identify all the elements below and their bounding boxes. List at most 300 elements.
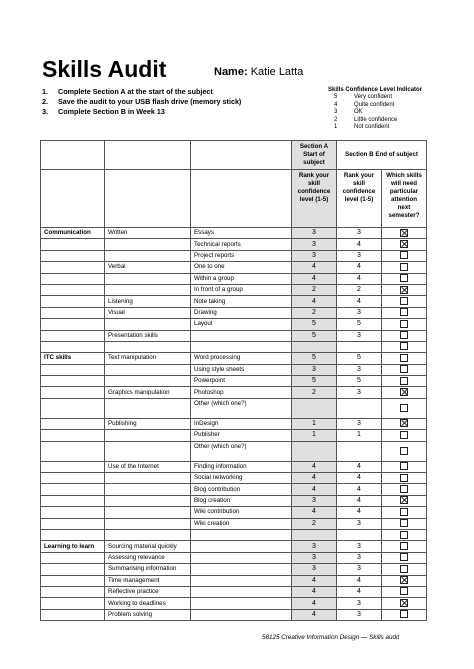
section-b-rank-cell: 3: [337, 518, 382, 529]
section-a-rank-cell: 5: [292, 353, 337, 364]
section-a-rank-cell: 1: [292, 418, 337, 429]
attention-cell: [382, 341, 427, 352]
checked-checkbox[interactable]: [400, 419, 408, 427]
empty-checkbox[interactable]: [400, 531, 408, 539]
name-value: Katie Latta: [250, 66, 304, 78]
section-b-rank-cell: 5: [337, 319, 382, 330]
section-a-rank-cell: 5: [292, 330, 337, 341]
attention-cell: [382, 518, 427, 529]
attention-cell: [382, 364, 427, 375]
header-empty-cell: [41, 141, 105, 170]
skill-cell: Blog contribution: [191, 484, 292, 495]
instruction-text: Save the audit to your USB flash drive (memory stick): [58, 97, 242, 106]
attention-cell: [382, 398, 427, 418]
section-b-rank-cell: 4: [337, 296, 382, 307]
checked-checkbox[interactable]: [400, 599, 408, 607]
skill-cell: InDesign: [191, 418, 292, 429]
rank-b-header: Rank your skill confidence level (1-5): [337, 170, 382, 228]
subcategory-cell: [105, 507, 191, 518]
skill-cell: [191, 341, 292, 352]
table-row: [41, 376, 427, 387]
section-a-rank-cell: 4: [292, 296, 337, 307]
empty-checkbox[interactable]: [400, 365, 408, 373]
header-empty-cell: [191, 141, 292, 170]
checked-checkbox[interactable]: [400, 229, 408, 237]
attention-cell: [382, 284, 427, 295]
section-a-rank-cell: 3: [292, 541, 337, 552]
header-empty-cell: [191, 170, 292, 228]
section-a-rank-cell: 2: [292, 307, 337, 318]
skill-cell: Note taking: [191, 296, 292, 307]
skills-audit-table: [40, 140, 427, 621]
empty-checkbox[interactable]: [400, 447, 408, 455]
table-row: [41, 341, 427, 352]
section-a-rank-cell: 4: [292, 507, 337, 518]
skill-cell: Other (which one?): [191, 441, 292, 461]
skill-cell: Finding information: [191, 461, 292, 472]
attention-cell: [382, 307, 427, 318]
empty-checkbox[interactable]: [400, 404, 408, 412]
instruction-item: [42, 97, 312, 107]
confidence-legend: [328, 86, 422, 132]
category-cell: [41, 529, 105, 540]
attention-cell: [382, 273, 427, 284]
table-row: [41, 609, 427, 620]
category-cell: [41, 473, 105, 484]
table-row: [41, 239, 427, 250]
rank-a-header: Rank your skill confidence level (1-5): [292, 170, 337, 228]
skill-cell: In front of a group: [191, 284, 292, 295]
attention-cell: [382, 441, 427, 461]
section-b-rank-cell: [337, 341, 382, 352]
checked-checkbox[interactable]: [400, 576, 408, 584]
attention-cell: [382, 262, 427, 273]
empty-checkbox[interactable]: [400, 587, 408, 595]
subcategory-cell: [105, 495, 191, 506]
subcategory-cell: [105, 284, 191, 295]
category-cell: [41, 495, 105, 506]
table-row: [41, 507, 427, 518]
skill-cell: [191, 541, 292, 552]
table-row: [41, 307, 427, 318]
empty-checkbox[interactable]: [400, 274, 408, 282]
instruction-number: 1.: [42, 87, 48, 96]
section-b-rank-cell: 3: [337, 418, 382, 429]
empty-checkbox[interactable]: [400, 308, 408, 316]
category-cell: [41, 330, 105, 341]
subcategory-cell: Text manipulation: [105, 353, 191, 364]
legend-label: Little confidence: [354, 116, 398, 123]
subcategory-cell: [105, 364, 191, 375]
skill-cell: Photoshop: [191, 387, 292, 398]
section-b-rank-cell: 3: [337, 228, 382, 239]
empty-checkbox[interactable]: [400, 342, 408, 350]
attention-cell: [382, 461, 427, 472]
category-cell: [41, 575, 105, 586]
section-a-rank-cell: 3: [292, 552, 337, 563]
table-row: [41, 575, 427, 586]
subcategory-cell: Verbal: [105, 262, 191, 273]
empty-checkbox[interactable]: [400, 297, 408, 305]
legend-label: Quite confident: [354, 101, 395, 108]
category-cell: [41, 518, 105, 529]
subcategory-cell: Time management: [105, 575, 191, 586]
subcategory-cell: Assessing relevance: [105, 552, 191, 563]
category-cell: [41, 307, 105, 318]
attention-cell: [382, 586, 427, 597]
subcategory-cell: [105, 398, 191, 418]
section-b-rank-cell: [337, 441, 382, 461]
attention-cell: [382, 495, 427, 506]
table-row: [41, 296, 427, 307]
attention-cell: [382, 353, 427, 364]
table-row: [41, 541, 427, 552]
section-b-rank-cell: 4: [337, 262, 382, 273]
legend-row: [328, 124, 422, 132]
subcategory-cell: Publishing: [105, 418, 191, 429]
attention-cell: [382, 609, 427, 620]
category-cell: [41, 484, 105, 495]
instructions-list: [42, 87, 312, 117]
table-row: [41, 398, 427, 418]
category-cell: ITC skills: [41, 353, 105, 364]
category-cell: [41, 296, 105, 307]
header-empty-cell: [105, 170, 191, 228]
subcategory-cell: [105, 341, 191, 352]
attention-cell: [382, 598, 427, 609]
attention-cell: [382, 564, 427, 575]
table-row: [41, 529, 427, 540]
subcategory-cell: [105, 430, 191, 441]
skill-cell: One to one: [191, 262, 292, 273]
section-a-rank-cell: 5: [292, 319, 337, 330]
subcategory-cell: Working to deadlines: [105, 598, 191, 609]
section-b-rank-cell: 4: [337, 473, 382, 484]
section-a-rank-cell: 2: [292, 284, 337, 295]
legend-row: [328, 102, 422, 110]
section-a-rank-cell: 4: [292, 273, 337, 284]
table-row: [41, 418, 427, 429]
section-b-rank-cell: 4: [337, 461, 382, 472]
subcategory-cell: Written: [105, 228, 191, 239]
category-cell: [41, 273, 105, 284]
table-row: [41, 552, 427, 563]
section-a-rank-cell: 3: [292, 364, 337, 375]
skill-cell: [191, 330, 292, 341]
legend-label: OK: [354, 109, 363, 115]
section-b-header: Section B End of subject: [337, 141, 427, 170]
category-cell: Learning to learn: [41, 541, 105, 552]
section-a-rank-cell: 2: [292, 518, 337, 529]
name-label: Name:: [214, 66, 248, 78]
category-cell: [41, 586, 105, 597]
section-b-rank-cell: 3: [337, 609, 382, 620]
subcategory-cell: Problem solving: [105, 609, 191, 620]
empty-checkbox[interactable]: [400, 462, 408, 470]
category-cell: [41, 552, 105, 563]
section-a-rank-cell: [292, 529, 337, 540]
empty-checkbox[interactable]: [400, 431, 408, 439]
legend-value: 3: [334, 109, 338, 115]
section-a-rank-cell: 4: [292, 598, 337, 609]
table-row: [41, 330, 427, 341]
table-row: [41, 228, 427, 239]
category-cell: [41, 376, 105, 387]
empty-checkbox[interactable]: [400, 553, 408, 561]
empty-checkbox[interactable]: [400, 485, 408, 493]
legend-title: Skills Confidence Level Indicator: [328, 87, 423, 93]
table-row: [41, 284, 427, 295]
section-a-rank-cell: 4: [292, 484, 337, 495]
header-empty-cell: [105, 141, 191, 170]
category-cell: [41, 250, 105, 261]
instruction-text: Complete Section A at the start of the subject: [58, 87, 213, 96]
skill-cell: Drawing: [191, 307, 292, 318]
table-row: [41, 353, 427, 364]
section-a-rank-cell: 3: [292, 495, 337, 506]
section-a-rank-cell: 1: [292, 430, 337, 441]
skill-cell: Powerpoint: [191, 376, 292, 387]
instruction-item: [42, 107, 312, 117]
section-a-rank-cell: [292, 441, 337, 461]
empty-checkbox[interactable]: [400, 508, 408, 516]
attention-cell: [382, 296, 427, 307]
table-row: [41, 518, 427, 529]
section-b-rank-cell: 4: [337, 484, 382, 495]
legend-value: 2: [334, 116, 338, 123]
category-cell: [41, 262, 105, 273]
table-row: [41, 364, 427, 375]
category-cell: [41, 398, 105, 418]
section-a-rank-cell: 3: [292, 250, 337, 261]
table-row: [41, 441, 427, 461]
skill-cell: Technical reports: [191, 239, 292, 250]
section-b-rank-cell: [337, 529, 382, 540]
category-cell: Communication: [41, 228, 105, 239]
legend-row: [328, 117, 422, 125]
subcategory-cell: [105, 529, 191, 540]
skill-cell: Wiki contribution: [191, 507, 292, 518]
skill-cell: Publisher: [191, 430, 292, 441]
skill-cell: [191, 586, 292, 597]
section-a-rank-cell: 3: [292, 564, 337, 575]
table-row: [41, 273, 427, 284]
empty-checkbox[interactable]: [400, 377, 408, 385]
section-a-rank-cell: 4: [292, 473, 337, 484]
table-row: [41, 484, 427, 495]
attention-cell: [382, 250, 427, 261]
skill-cell: Wiki creation: [191, 518, 292, 529]
table-header-row: [41, 141, 427, 170]
checked-checkbox[interactable]: [400, 388, 408, 396]
table-subheader-row: [41, 170, 427, 228]
empty-checkbox[interactable]: [400, 354, 408, 362]
section-a-header: Section A Start of subject: [292, 141, 337, 170]
section-b-rank-cell: 3: [337, 307, 382, 318]
category-cell: [41, 418, 105, 429]
empty-checkbox[interactable]: [400, 565, 408, 573]
section-b-rank-cell: 3: [337, 364, 382, 375]
category-cell: [41, 564, 105, 575]
section-b-rank-cell: 3: [337, 564, 382, 575]
section-b-rank-cell: 4: [337, 495, 382, 506]
skill-cell: [191, 609, 292, 620]
empty-checkbox[interactable]: [400, 542, 408, 550]
legend-row: [328, 109, 422, 117]
skill-cell: Essays: [191, 228, 292, 239]
table-row: [41, 387, 427, 398]
attention-header: Which skills will need particular attention next semester?: [382, 170, 427, 228]
section-b-rank-cell: 3: [337, 598, 382, 609]
legend-label: Very confident: [354, 94, 393, 100]
category-cell: [41, 341, 105, 352]
instruction-item: [42, 87, 312, 97]
attention-cell: [382, 473, 427, 484]
skill-cell: Social networking: [191, 473, 292, 484]
category-cell: [41, 364, 105, 375]
skill-cell: Project reports: [191, 250, 292, 261]
subcategory-cell: [105, 250, 191, 261]
instruction-number: 3.: [42, 107, 48, 116]
legend-value: 4: [334, 101, 338, 108]
skill-cell: Layout: [191, 319, 292, 330]
category-cell: [41, 387, 105, 398]
subcategory-cell: Reflective practice: [105, 586, 191, 597]
instruction-number: 2.: [42, 97, 48, 106]
section-b-rank-cell: 4: [337, 239, 382, 250]
section-a-rank-cell: 4: [292, 586, 337, 597]
skill-cell: [191, 598, 292, 609]
category-cell: [41, 430, 105, 441]
legend-value: 1: [334, 124, 338, 130]
table-row: [41, 586, 427, 597]
category-cell: [41, 239, 105, 250]
section-b-rank-cell: [337, 398, 382, 418]
table-row: [41, 598, 427, 609]
page-title: Skills Audit: [42, 56, 167, 82]
section-a-rank-cell: [292, 398, 337, 418]
category-cell: [41, 507, 105, 518]
subcategory-cell: [105, 484, 191, 495]
attention-cell: [382, 529, 427, 540]
empty-checkbox[interactable]: [400, 610, 408, 618]
section-b-rank-cell: 3: [337, 250, 382, 261]
subcategory-cell: Sourcing material quickly: [105, 541, 191, 552]
empty-checkbox[interactable]: [400, 251, 408, 259]
empty-checkbox[interactable]: [400, 263, 408, 271]
checked-checkbox[interactable]: [400, 496, 408, 504]
empty-checkbox[interactable]: [400, 331, 408, 339]
subcategory-cell: Visual: [105, 307, 191, 318]
section-b-rank-cell: 4: [337, 273, 382, 284]
page-footer: 58125 Creative Information Design — Skills audit: [262, 634, 400, 641]
empty-checkbox[interactable]: [400, 519, 408, 527]
legend-label: Not confident: [354, 124, 390, 130]
attention-cell: [382, 484, 427, 495]
section-a-rank-cell: 4: [292, 461, 337, 472]
skill-cell: Blog creation: [191, 495, 292, 506]
table-row: [41, 262, 427, 273]
skill-cell: [191, 552, 292, 563]
category-cell: [41, 441, 105, 461]
section-a-rank-cell: 3: [292, 228, 337, 239]
section-b-rank-cell: 3: [337, 387, 382, 398]
attention-cell: [382, 430, 427, 441]
skill-cell: [191, 529, 292, 540]
skill-cell: Within a group: [191, 273, 292, 284]
legend-value: 5: [334, 94, 338, 100]
section-a-rank-cell: 5: [292, 376, 337, 387]
checked-checkbox[interactable]: [400, 240, 408, 248]
section-a-rank-cell: 3: [292, 239, 337, 250]
skill-cell: Word processing: [191, 353, 292, 364]
subcategory-cell: [105, 518, 191, 529]
checked-checkbox[interactable]: [400, 286, 408, 294]
skill-cell: [191, 575, 292, 586]
attention-cell: [382, 319, 427, 330]
section-b-rank-cell: 3: [337, 541, 382, 552]
header-empty-cell: [41, 170, 105, 228]
subcategory-cell: [105, 441, 191, 461]
section-b-rank-cell: 3: [337, 330, 382, 341]
section-b-rank-cell: 4: [337, 507, 382, 518]
empty-checkbox[interactable]: [400, 320, 408, 328]
section-a-rank-cell: 4: [292, 575, 337, 586]
table-row: [41, 473, 427, 484]
attention-cell: [382, 575, 427, 586]
attention-cell: [382, 552, 427, 563]
subcategory-cell: Summarising information: [105, 564, 191, 575]
category-cell: [41, 598, 105, 609]
section-a-rank-cell: 4: [292, 609, 337, 620]
subcategory-cell: [105, 376, 191, 387]
skill-cell: [191, 564, 292, 575]
attention-cell: [382, 507, 427, 518]
subcategory-cell: Presentation skills: [105, 330, 191, 341]
attention-cell: [382, 418, 427, 429]
attention-cell: [382, 376, 427, 387]
legend-row: [328, 94, 422, 102]
subcategory-cell: Listening: [105, 296, 191, 307]
section-b-rank-cell: 3: [337, 552, 382, 563]
subcategory-cell: [105, 473, 191, 484]
skill-cell: Other (which one?): [191, 398, 292, 418]
section-a-rank-cell: 2: [292, 387, 337, 398]
section-b-rank-cell: 1: [337, 430, 382, 441]
attention-cell: [382, 387, 427, 398]
empty-checkbox[interactable]: [400, 474, 408, 482]
section-b-rank-cell: 2: [337, 284, 382, 295]
subcategory-cell: [105, 319, 191, 330]
table-row: [41, 495, 427, 506]
subcategory-cell: Use of the Internet: [105, 461, 191, 472]
attention-cell: [382, 541, 427, 552]
category-cell: [41, 609, 105, 620]
section-a-rank-cell: [292, 341, 337, 352]
attention-cell: [382, 239, 427, 250]
section-b-rank-cell: 4: [337, 575, 382, 586]
table-row: [41, 564, 427, 575]
section-a-rank-cell: 4: [292, 262, 337, 273]
subcategory-cell: [105, 273, 191, 284]
name-line: [214, 66, 303, 78]
instruction-text: Complete Section B in Week 13: [58, 107, 165, 116]
section-b-rank-cell: 4: [337, 586, 382, 597]
skill-cell: Using style sheets: [191, 364, 292, 375]
subcategory-cell: Graphics manipulation: [105, 387, 191, 398]
table-row: [41, 319, 427, 330]
attention-cell: [382, 228, 427, 239]
